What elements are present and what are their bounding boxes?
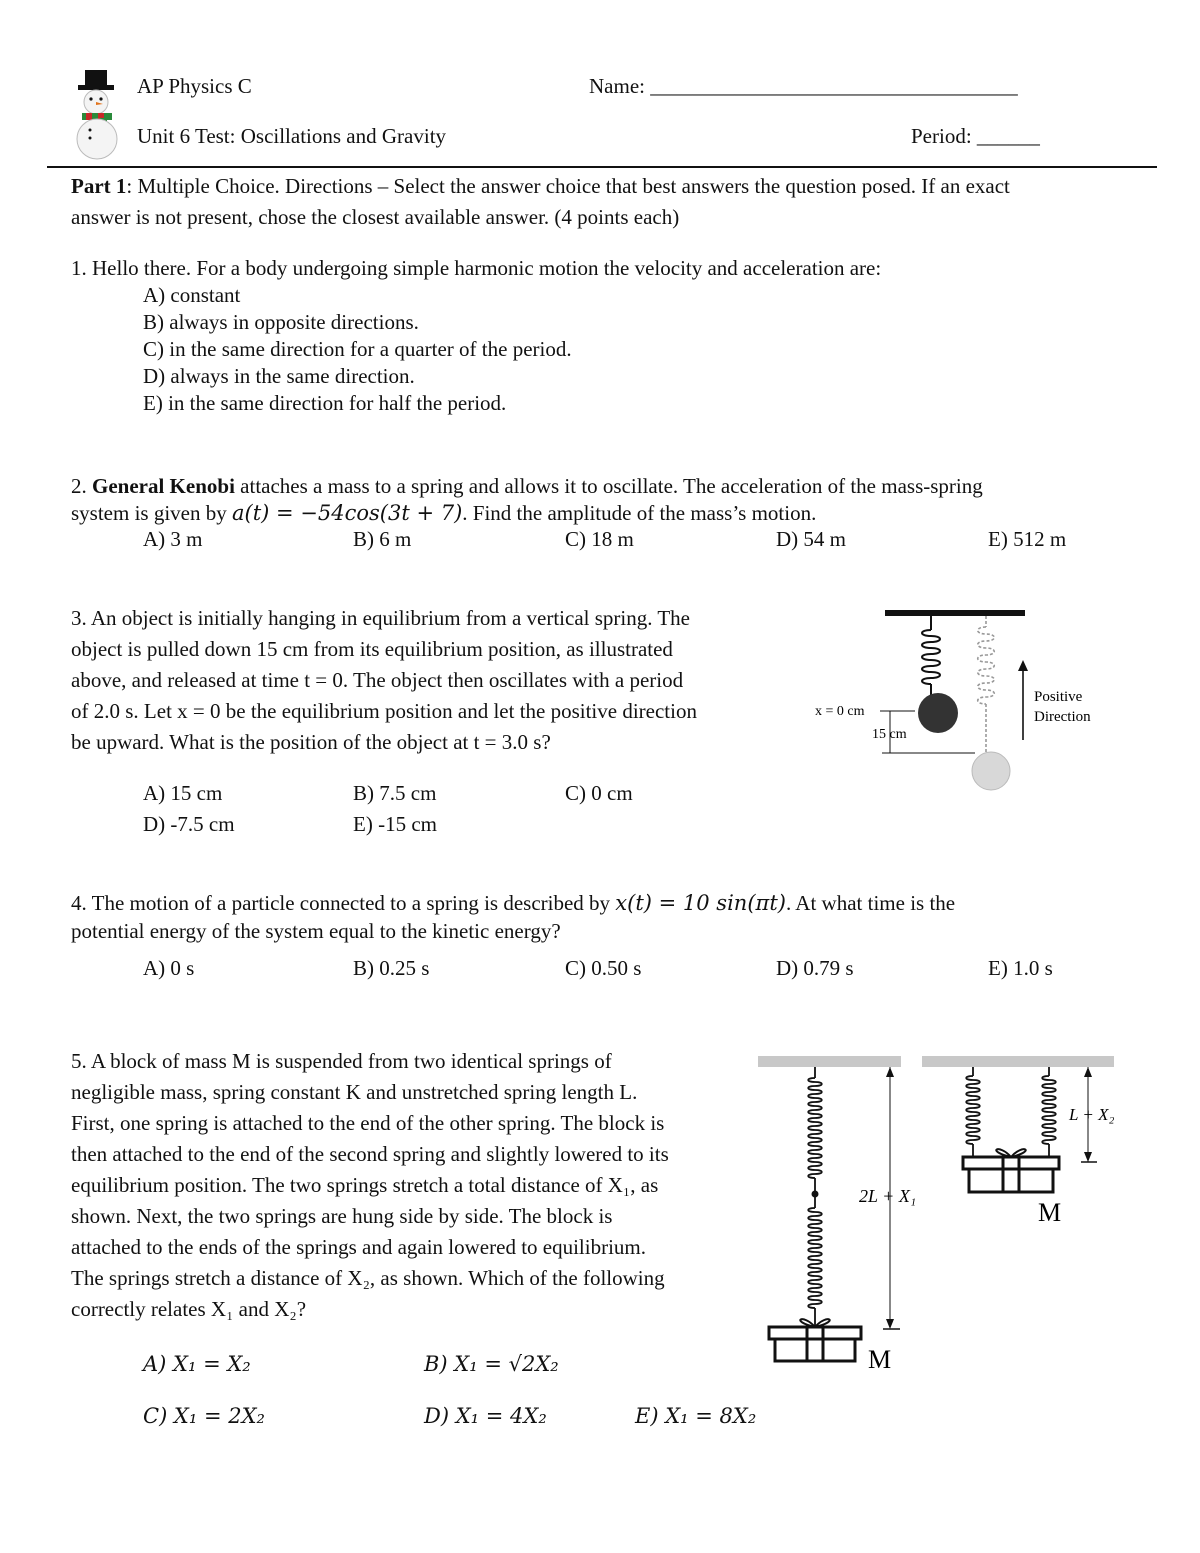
snowman-logo (72, 68, 122, 160)
q4-option-a[interactable]: A) 0 s (143, 956, 195, 980)
q2-option-b[interactable]: B) 6 m (353, 527, 412, 551)
q5-option-e[interactable]: E) X₁ = 8X₂ (635, 1404, 757, 1428)
distance-label: 15 cm (872, 727, 907, 742)
q5-option-c[interactable]: C) X₁ = 2X₂ (143, 1404, 265, 1428)
parallel-springs (966, 1067, 1056, 1157)
name-field[interactable]: Name: ___________________________________ (589, 74, 1018, 98)
equilibrium-spring (922, 616, 940, 695)
q5-option-a[interactable]: A) X₁ = X₂ (143, 1352, 251, 1376)
q4-option-b[interactable]: B) 0.25 s (353, 956, 430, 980)
test-title: Unit 6 Test: Oscillations and Gravity (137, 124, 447, 148)
q5-option-d[interactable]: D) X₁ = 4X₂ (424, 1404, 547, 1428)
q3-stem-line-3: above, and released at time t = 0. The object then oscillates with a period (71, 668, 684, 692)
q2-equation: a(t) = −54cos(3t + 7) (232, 501, 463, 525)
q1-option-b[interactable]: B) always in opposite directions. (143, 310, 419, 334)
q4-option-c[interactable]: C) 0.50 s (565, 956, 642, 980)
q5-stem-line-5: equilibrium position. The two springs stretch a total distance of X₁, as (71, 1173, 659, 1197)
svg-text:Direction: Direction (1034, 709, 1091, 725)
svg-text:Positive: Positive (1034, 689, 1083, 705)
q3-stem-line-2: object is pulled down 15 cm from its equilibrium position, as illustrated (71, 637, 673, 661)
parallel-gift-box-mass (963, 1149, 1059, 1192)
ceiling (885, 610, 1025, 616)
series-mass-label: M (868, 1345, 892, 1374)
q5-stem-line-8: The springs stretch a distance of X₂, as shown. Which of the following (71, 1266, 665, 1290)
part1-label: Part 1 (71, 174, 127, 198)
q1-option-a[interactable]: A) constant (143, 283, 241, 307)
q4-option-d[interactable]: D) 0.79 s (776, 956, 854, 980)
part1-directions: Part 1: Multiple Choice. Directions – Select the answer choice that best answers the question posed. If an exact (71, 174, 1010, 198)
q4-stem-cont: potential energy of the system equal to the kinetic energy? (71, 919, 561, 943)
q2-option-c[interactable]: C) 18 m (565, 527, 634, 551)
q3-option-e[interactable]: E) -15 cm (353, 812, 437, 836)
parallel-mass-label: M (1038, 1198, 1062, 1227)
q5-stem-line-9: correctly relates X₁ and X₂? (71, 1297, 307, 1321)
q2-option-e[interactable]: E) 512 m (988, 527, 1067, 551)
q5-stem-line-6: shown. Next, the two springs are hung side by side. The block is (71, 1204, 613, 1228)
stretched-spring (978, 616, 995, 753)
q1-stem: 1. Hello there. For a body undergoing simple harmonic motion the velocity and acceleration are: (71, 256, 882, 280)
q5-springs-figure (755, 1052, 1120, 1382)
q3-option-b[interactable]: B) 7.5 cm (353, 781, 437, 805)
equilibrium-mass (918, 693, 958, 733)
q5-stem-line-3: First, one spring is attached to the end of the other spring. The block is (71, 1111, 665, 1135)
q1-option-c[interactable]: C) in the same direction for a quarter of the period. (143, 337, 572, 361)
q3-spring-figure (810, 605, 1110, 800)
x-zero-label: x = 0 cm (815, 704, 865, 719)
period-field[interactable]: Period: ______ (911, 124, 1040, 148)
q2-option-d[interactable]: D) 54 m (776, 527, 846, 551)
q1-option-e[interactable]: E) in the same direction for half the period. (143, 391, 507, 415)
q2-bold-name: General Kenobi (92, 474, 235, 498)
part1-directions-cont: answer is not present, chose the closest available answer. (4 points each) (71, 205, 680, 229)
header-divider (47, 166, 1157, 168)
q5-stem-line-2: negligible mass, spring constant K and unstretched spring length L. (71, 1080, 638, 1104)
series-dimension-label: 2L + X₁ (859, 1186, 917, 1206)
q2-option-a[interactable]: A) 3 m (143, 527, 203, 551)
q3-option-c[interactable]: C) 0 cm (565, 781, 633, 805)
q3-stem-line-1: 3. An object is initially hanging in equilibrium from a vertical spring. The (71, 606, 690, 630)
q5-stem-line-4: then attached to the end of the second spring and slightly lowered to its (71, 1142, 669, 1166)
q4-stem: 4. The motion of a particle connected to a spring is described by x(t) = 10 sin(πt). At what time is the (71, 891, 956, 915)
q3-option-d[interactable]: D) -7.5 cm (143, 812, 235, 836)
released-mass (972, 752, 1010, 790)
parallel-ceiling (922, 1056, 1114, 1067)
q2-stem: 2. General Kenobi attaches a mass to a spring and allows it to oscillate. The acceleration of the mass-spring (71, 474, 983, 498)
q5-stem-line-7: attached to the ends of the springs and again lowered to equilibrium. (71, 1235, 647, 1259)
q1-option-d[interactable]: D) always in the same direction. (143, 364, 415, 388)
parallel-dimension-label: L + X₂ (1069, 1105, 1115, 1124)
q4-equation: x(t) = 10 sin(πt) (615, 891, 786, 915)
q3-stem-line-5: be upward. What is the position of the object at t = 3.0 s? (71, 730, 551, 754)
series-ceiling (758, 1056, 901, 1067)
q3-option-a[interactable]: A) 15 cm (143, 781, 223, 805)
q5-option-b[interactable]: B) X₁ = √2X₂ (424, 1352, 559, 1376)
q4-option-e[interactable]: E) 1.0 s (988, 956, 1053, 980)
q2-stem-cont: system is given by a(t) = −54cos(3t + 7). Find the amplitude of the mass’s motion. (71, 501, 817, 525)
q3-stem-line-4: of 2.0 s. Let x = 0 be the equilibrium position and let the positive direction (71, 699, 697, 723)
q5-stem-line-1: 5. A block of mass M is suspended from two identical springs of (71, 1049, 612, 1073)
course-title: AP Physics C (137, 74, 252, 98)
